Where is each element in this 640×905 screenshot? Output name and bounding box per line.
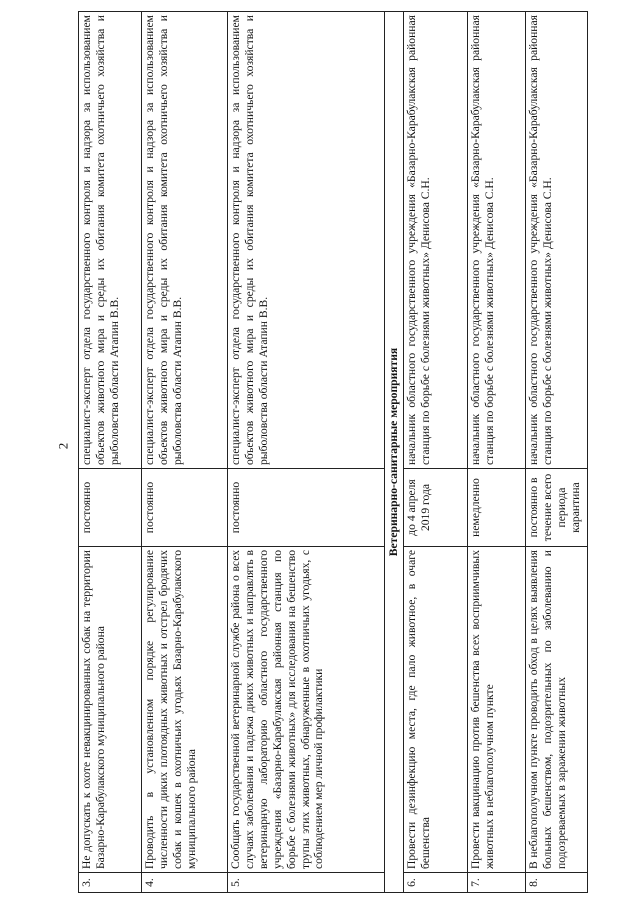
measure-responsible: начальник областного государственного учреждения «Базарно-Карабулакская районная станция по борьбе с болезнями животных» Денисова С.Н.: [403, 12, 467, 469]
page-number: 2: [55, 442, 71, 450]
measures-table: [78, 11, 588, 893]
measure-responsible: начальник областного государственного учреждения «Базарно-Карабулакская районная станция по борьбе с болезнями животных» Денисова С.Н.: [525, 12, 587, 469]
measure-term: немедленно: [467, 469, 525, 547]
row-number: 3.: [79, 873, 142, 893]
measure-term: постоянно: [79, 469, 142, 547]
section-header-row: [385, 12, 404, 893]
measure-description: Проводить в установленном порядке регулирование численности диких плотоядных животных и отстрел бродячих собак и кошек в охотничьих угодьях Базарно-Карабулакского муниципального района: [142, 547, 228, 873]
table-row: [525, 12, 587, 893]
measures-table-body: [79, 12, 588, 893]
table-row: [228, 12, 385, 893]
measure-responsible: специалист-эксперт отдела государственного контроля и надзора за использованием объектов животного мира и среды их обитания комитета охотничьего хозяйства и рыболовства области Атапин В.В.: [228, 12, 385, 469]
table-row: [79, 12, 142, 893]
table-row: [403, 12, 467, 893]
table-row: [142, 12, 228, 893]
row-number: 7.: [467, 873, 525, 893]
row-number: 6.: [403, 873, 467, 893]
measure-term: постоянно: [228, 469, 385, 547]
measure-description: Не допускать к охоте невакцинированных собак на территории Базарно-Карабулакского муниципального района: [79, 547, 142, 873]
measure-term: постоянно в течение всего периода карантина: [525, 469, 587, 547]
row-number: 4.: [142, 873, 228, 893]
row-number: 5.: [228, 873, 385, 893]
measure-description: Провести дезинфекцию места, где пало животное, в очаге бешенства: [403, 547, 467, 873]
rotated-page-content: [78, 12, 626, 893]
measure-description: Провести вакцинацию против бешенства всех восприимчивых животных в неблагополучном пункте: [467, 547, 525, 873]
measure-term: до 4 апреля 2019 года: [403, 469, 467, 547]
measure-responsible: специалист-эксперт отдела государственного контроля и надзора за использованием объектов животного мира и среды их обитания комитета охотничьего хозяйства и рыболовства области Атапин В.В.: [79, 12, 142, 469]
section-title: Ветеринарно-санитарные мероприятия: [385, 12, 404, 893]
measure-description: В неблагополучном пункте проводить обход в целях выявления больных бешенством, подозрительных по заболеванию и подозреваемых в заражении животных: [525, 547, 587, 873]
measure-responsible: начальник областного государственного учреждения «Базарно-Карабулакская районная станция по борьбе с болезнями животных» Денисова С.Н.: [467, 12, 525, 469]
measure-responsible: специалист-эксперт отдела государственного контроля и надзора за использованием объектов животного мира и среды их обитания комитета охотничьего хозяйства и рыболовства области Атапин В.В.: [142, 12, 228, 469]
measure-term: постоянно: [142, 469, 228, 547]
measure-description: Сообщать государственной ветеринарной службе района о всех случаях заболевания и падежа диких животных и направлять в ветеринарную лабораторию областного государственного учреждения «Базарно-Карабулакская районная станция по борьбе с болезнями животных» для исследования на бешенство трупы этих животных, обнаруженные в охотничьих угодьях, с соблюдением мер личной профилактики: [228, 547, 385, 873]
table-row: [467, 12, 525, 893]
row-number: 8.: [525, 873, 587, 893]
